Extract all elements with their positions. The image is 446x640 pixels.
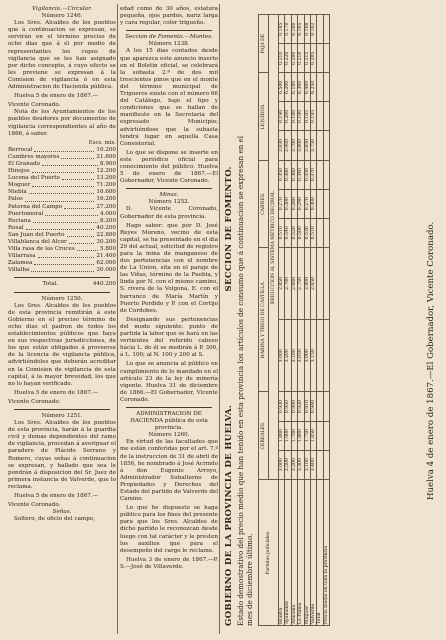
row-value: 0.370: [311, 160, 317, 189]
row-value: 0.510: [279, 218, 285, 247]
town-value: 13.200: [96, 175, 116, 182]
town-name: Villablanca del Alcor: [8, 239, 67, 245]
town-name: Paterna del Campo: [8, 203, 63, 210]
row-value: 0.165: [298, 15, 304, 44]
town-row: [8, 168, 116, 175]
notice-body-1246: Los Sres. Alcaldes de los pueblos que á continuacion se expresan, se servirán en el término preciso de ocho dias que á él por medio de representantes los cupos de vigilancia que se les han asignado por dicho concepto, á cuyo efecto se les previene se expresan á la Comision de vigilancia ó en esta Administracion de Hacienda pública.: [8, 20, 116, 91]
row-value: 0.360: [291, 160, 297, 189]
row-partido: La Palma: [298, 479, 304, 625]
row-value: 2.750: [298, 247, 304, 319]
row-value: 0.380: [285, 160, 291, 189]
row-value: 6.400: [304, 73, 310, 102]
notice-number-1238: Número 1238.: [148, 41, 190, 48]
row-value: 3.200: [291, 450, 297, 479]
row-average-label: Precio medio en toda la provincia: [323, 479, 329, 625]
row-value: 2.650: [311, 247, 317, 319]
table-title-government: GOBIERNO DE LA PROVINCIA DE HUELVA.: [224, 404, 234, 626]
town-name: Villarrasa: [8, 253, 36, 260]
row-value: 0.160: [291, 15, 297, 44]
row-value: 2.850: [279, 247, 285, 319]
row-value: 0.350: [279, 160, 285, 189]
senas-heading: Señas.: [52, 509, 72, 516]
senas-text: Soltero, de oficio del campo,: [14, 516, 95, 523]
row-value: 0.520: [291, 218, 297, 247]
header-carnes: CARNES.: [259, 160, 269, 247]
town-row: [8, 232, 116, 239]
notice-body-1252-d: Lo que se anuncia al público en cumplimiento de lo mandado en el artículo 23 de la ley de minería vigente. Huelva 31 de diciembre de 1866.—El Gobernador, Vicente Coronado.: [120, 361, 218, 403]
section-heading-minas: Minas.: [159, 192, 179, 199]
header-cereales: CEREALES.: [259, 392, 269, 479]
leader-dots: [32, 182, 94, 187]
town-value: 30.200: [96, 239, 116, 245]
leader-dots: [29, 189, 95, 194]
row-value: 6.500: [279, 73, 285, 102]
row-value: 0.190: [279, 102, 285, 131]
row-value: 1.800: [279, 421, 285, 450]
table-body: [279, 15, 330, 626]
leader-dots: [25, 196, 95, 201]
table-title: [226, 166, 232, 626]
town-value: 10.200: [96, 146, 116, 153]
notice-body-1252: D. Vicente Coronado, Gobernador de esta provincia.: [120, 206, 218, 220]
row-value: 0.185: [304, 102, 310, 131]
town-value: 5.800: [99, 246, 116, 253]
town-row: [8, 239, 116, 246]
town-row: [8, 218, 116, 225]
row-value: 2.700: [285, 247, 291, 319]
towns-total-value: 440.200: [92, 281, 116, 288]
notice-body-1252-b: Hago saber: que por D. José Reyes Moreno, vecino de esta capital, se ha presentado en el dia 29 del actual, solicitud de registro para la mina de manganeso de dos pertenencias con el nombre de La Union, sita en el paraje de las Viñas, término de la Puebla, y linda por N. con el mismo camino, S. rivera de la Volgona, E. con el barranco de María Martín y Puerto Perdido y P. con el Cortijo de Cordobes.: [120, 222, 218, 314]
town-row: [8, 246, 116, 253]
leader-dots: [26, 225, 95, 230]
price-table-panel: [222, 0, 446, 640]
row-value: 0.170: [285, 15, 291, 44]
column-divider: [219, 4, 220, 634]
section-heading-hacienda: ADMINISTRACION DE HACIENDA pública de esta provincia.: [130, 410, 208, 432]
row-value: 0.900: [291, 392, 297, 421]
row-value: 0.920: [298, 392, 304, 421]
notice-number-1252: Número 1252.: [148, 199, 190, 206]
divider: [126, 407, 212, 408]
row-value: 0.200: [285, 102, 291, 131]
notice-signer-1250: Vicente Coronado.: [8, 398, 61, 405]
town-row: [8, 182, 116, 189]
town-value: 30.000: [96, 267, 116, 274]
notice-body-1260: En virtud de las facultades que me están conferidas por el art. 7.º de la instruccion de 31 de abril de 1856, he nombrado á José Acrmdo á don Eugenio Arroyo, Administrador Subalterno de Propiedades y Derechos del Estado del partido de Valverde del Camino.: [120, 439, 218, 503]
row-value: 3.100: [291, 320, 297, 392]
towns-column-header: Escs. mls.: [88, 139, 116, 146]
town-name: El Granado: [8, 160, 41, 167]
row-value: 0.205: [311, 44, 317, 73]
town-row: [8, 204, 116, 211]
row-value: 0.340: [298, 160, 304, 189]
row-value: 6.250: [311, 73, 317, 102]
row-value: 0.300: [285, 189, 291, 218]
row-value: 6.200: [285, 73, 291, 102]
header-harina: HARINA Y TRIGO DE CASTILLA.: [259, 247, 269, 392]
notice-body-1252-c: Designando sus pertenencias del modo siguiente: punto de partida la labor que se hará en las vertientes del referido cabezo hácia L. de él se medirán á P. 300, á L. 100; al N. 100 y 200 al S.: [120, 316, 218, 359]
row-value: 0.270: [279, 189, 285, 218]
table-footer-signature: Huelva 4 de enero de 1867.—El Gobernador, Vicente Coronado.: [426, 221, 436, 500]
left-column: [8, 6, 116, 525]
row-value: 3.700: [291, 131, 297, 160]
notice-number-1250: Número 1250.: [41, 295, 83, 302]
row-value: 0.300: [311, 189, 317, 218]
leader-dots: [38, 253, 95, 258]
leader-dots: [69, 239, 95, 244]
town-name: Rociana: [8, 217, 31, 224]
row-value: 3.800: [298, 131, 304, 160]
divider: [126, 30, 212, 31]
header-liquidos: LÍQUIDOS.: [259, 73, 269, 160]
row-value: 0.350: [304, 160, 310, 189]
town-value: 8.900: [99, 160, 116, 167]
town-value: 40.200: [96, 224, 116, 231]
row-value: 3.050: [298, 320, 304, 392]
price-table: [258, 14, 330, 626]
section-heading-vigilancia: Vigilancia.—Circular.: [32, 6, 92, 12]
town-value: 62.000: [96, 260, 116, 267]
row-partido: Huelva: [279, 479, 285, 625]
town-row: [8, 260, 116, 267]
row-value: 0.180: [291, 102, 297, 131]
row-value: 3.000: [279, 450, 285, 479]
town-value: 21.400: [96, 253, 116, 260]
leader-dots: [33, 218, 98, 223]
row-value: 0.290: [298, 189, 304, 218]
leader-dots: [62, 175, 95, 180]
notice-body-1238: A los 15 dias contados desde que aparezca este anuncio inserto en el Boletin oficial, se celebrará la subasta 2.ª de dos mil trescientos pinos que en el monte del término municipal de Trigueros existe con el número 66 del Catálogo, bajo el tipo y condiciones que se hallan de manifiesto en la Secretaria del expresado Municipio; advirtiéndose que la subasta tendrá lugar en aquella Casa Consistorial.: [120, 48, 218, 147]
row-value: 0.195: [311, 102, 317, 131]
notice-signer-1246: Vicente Coronado.: [8, 102, 61, 109]
table-header-row: [259, 15, 269, 626]
town-value: 12.200: [96, 168, 116, 175]
town-name: Lucena del Puerto: [8, 175, 60, 182]
town-name: Puertomoral: [8, 210, 44, 217]
senas-continued: edad como de 30 años, estatura pequeña, ojos pardos, nariz larga y cara regular, color trigueño.: [120, 6, 218, 27]
notice-number-1260: Número 1260.: [148, 432, 190, 439]
town-name: Rosal: [8, 224, 24, 231]
town-value: 22.800: [96, 231, 116, 238]
notice-body-1250: Los Sres. Alcaldes de los pueblos de esta provincia remitirán á este Gobierno en el preciso término de ocho dias el padron de todos los establecimientos públicos que haya en sus respectivas jurisdicciones, de los que están obligados á proveerse de la licencia de vigilancia pública, advirtiéndoles que deberán acreditar en la Comision de vigilancia de esta capital, á la mayor brevedad, los que no lo hayan verificado.: [8, 302, 116, 387]
notice-body-1238-b: Lo que se dispone se inserte en este periódico oficial para conocimiento del público. Huelva 5 de enero de 1867.—El Gobernador, Vicente Coronado.: [120, 149, 218, 185]
row-value: 0.165: [279, 15, 285, 44]
row-value: 0.210: [279, 44, 285, 73]
table-subtitle: Estado demostrativo del precio medio que han tenido en esta provincia los artículos de consumo que á continuacion se expresan en el: [236, 135, 245, 626]
town-name: Berrocal: [8, 146, 33, 153]
row-value: 0.910: [304, 392, 310, 421]
table-title-section: SECCION DE FOMENTO.: [224, 166, 234, 292]
town-name: Zalamea: [8, 260, 33, 267]
town-value: 4.000: [99, 210, 116, 217]
row-value: 2.600: [291, 247, 297, 319]
row-value: 1.800: [298, 421, 304, 450]
row-value: 6.100: [291, 73, 297, 102]
row-value: 2.800: [304, 247, 310, 319]
row-value: 0.950: [285, 392, 291, 421]
row-value: 3.400: [311, 450, 317, 479]
notice-date-1246: Huelva 5 de enero de 1867.—: [14, 93, 99, 100]
row-value: 3.850: [304, 131, 310, 160]
town-name: Villa rasa de las Cruces: [8, 246, 75, 253]
town-value: 16.200: [96, 196, 116, 203]
header-partidos: Partidos judiciales.: [259, 479, 279, 625]
middle-column: [120, 6, 218, 573]
divider: [126, 188, 212, 189]
leader-dots: [34, 260, 94, 265]
row-value: 0.190: [298, 102, 304, 131]
row-value: 3.900: [285, 131, 291, 160]
divider: [14, 277, 110, 278]
row-partido: Moguer: [304, 479, 310, 625]
column-divider: [117, 4, 118, 634]
row-value: 0.210: [298, 44, 304, 73]
row-value: 3.000: [279, 320, 285, 392]
town-name: Niebla: [8, 189, 27, 196]
town-row: [8, 189, 116, 196]
row-value: 0.162: [311, 15, 317, 44]
leader-dots: [67, 232, 95, 237]
row-value: 6.300: [298, 73, 304, 102]
towns-total-label: Total.: [42, 281, 59, 288]
town-value: 27.200: [96, 203, 116, 210]
leader-dots: [31, 267, 94, 272]
town-row: [8, 267, 116, 274]
leader-dots: [32, 168, 95, 173]
town-row: [8, 154, 116, 161]
header-units: REDUCCION AL SISTEMA MÉTRICO DECIMAL.: [269, 15, 279, 480]
divider: [14, 292, 110, 293]
town-row: [8, 147, 116, 154]
row-value: 3.000: [304, 320, 310, 392]
notice-body-1260-c: Huelva 3 de enero de 1867.—P. S.—José de Villaverde.: [120, 556, 218, 570]
row-value: 3.100: [304, 450, 310, 479]
town-value: 8.200: [99, 217, 116, 224]
notice-signer-1251: Vicente Coronado.: [8, 502, 61, 509]
table-average-row: [323, 15, 329, 626]
town-name: San Juan del Puerto: [8, 231, 65, 238]
row-value: 0.220: [285, 44, 291, 73]
town-value: 21.600: [96, 153, 116, 160]
table-subtitle-month: mes de diciembre último.: [245, 533, 254, 626]
row-total-label: Total: [317, 479, 323, 625]
row-value: 0.200: [291, 44, 297, 73]
divider: [14, 409, 110, 410]
row-value: 3.830: [279, 131, 285, 160]
town-row: [8, 225, 116, 232]
town-row: [8, 161, 116, 168]
town-name: Cumbres mayores: [8, 153, 60, 160]
row-value: 3.150: [311, 320, 317, 392]
leader-dots: [77, 246, 98, 251]
row-value: 0.168: [304, 15, 310, 44]
town-name: Moguer: [8, 182, 31, 189]
leader-dots: [61, 154, 94, 159]
header-paja: PAJA DE: [259, 15, 269, 73]
town-row: [8, 211, 116, 218]
leader-dots: [34, 147, 94, 152]
notice-number-1251: Número 1251.: [41, 412, 83, 419]
town-name: Villalba: [8, 267, 30, 274]
notice-body-1260-b: Lo que he dispuesto se haga público para los fines del presente para que los Sres. Alcaldes de dicho partido le reconozcan desde luego con tal carácter y le presten los auxilios que para el desempeño del cargo le reclame.: [120, 505, 218, 554]
leader-dots: [45, 211, 98, 216]
price-table-rotated: [222, 0, 446, 640]
row-value: 3.500: [285, 450, 291, 479]
row-value: 1.700: [291, 421, 297, 450]
row-value: 0.280: [291, 189, 297, 218]
row-value: 3.300: [298, 450, 304, 479]
leader-dots: [64, 204, 94, 209]
row-value: 3.750: [311, 131, 317, 160]
town-row: [8, 175, 116, 182]
row-value: 0.540: [285, 218, 291, 247]
row-value: 1.900: [285, 421, 291, 450]
row-value: 0.270: [304, 189, 310, 218]
notice-body-1251: Los Sres. Alcaldes de los pueblos de esta provincia, harán á la guardia civil y demas dependientes del ramo de vigilancia, procedan á averiguar el paradero de Plácido Serrano y Romero, cuyas señas á continuacion se expresan, y hallado que sea le pondrán á disposicion del Sr. Juez de primera instancia de Valverde, que lo reclama.: [8, 420, 116, 490]
row-value: 1.850: [311, 421, 317, 450]
row-partido: Valverde: [311, 479, 317, 625]
row-partido: Aracena: [291, 479, 297, 625]
row-value: 0.530: [304, 218, 310, 247]
notice-number-1246: Número 1246.: [41, 13, 83, 20]
towns-total-row: [8, 281, 116, 288]
towns-list: [8, 147, 116, 275]
town-name: Palos: [8, 196, 23, 203]
town-row: [8, 196, 116, 203]
row-value: 0.940: [311, 392, 317, 421]
row-value: 0.500: [298, 218, 304, 247]
row-value: 1.750: [304, 421, 310, 450]
town-name: Hinojos: [8, 168, 30, 175]
section-heading-fomento: Seccion de Fomento.—Montes.: [125, 34, 213, 41]
town-value: 71.200: [96, 182, 116, 189]
notice-date-1251: Huelva 5 de enero de 1867.—: [14, 493, 99, 499]
row-partido: Ayamonte: [285, 479, 291, 625]
notice-date-1250: Huelva 5 de enero de 1867.—: [14, 389, 99, 396]
row-value: 0.930: [279, 392, 285, 421]
row-value: 0.510: [311, 218, 317, 247]
leader-dots: [42, 161, 98, 166]
row-value: 0.215: [304, 44, 310, 73]
town-value: 16.600: [96, 189, 116, 196]
notice-body-towns-intro: Nota de los Ayuntamientos de los pueblos deudores por documentos de vigilancia correspondientes al año de 1866, á saber.: [8, 109, 116, 137]
town-row: [8, 253, 116, 260]
row-value: 3.200: [285, 320, 291, 392]
